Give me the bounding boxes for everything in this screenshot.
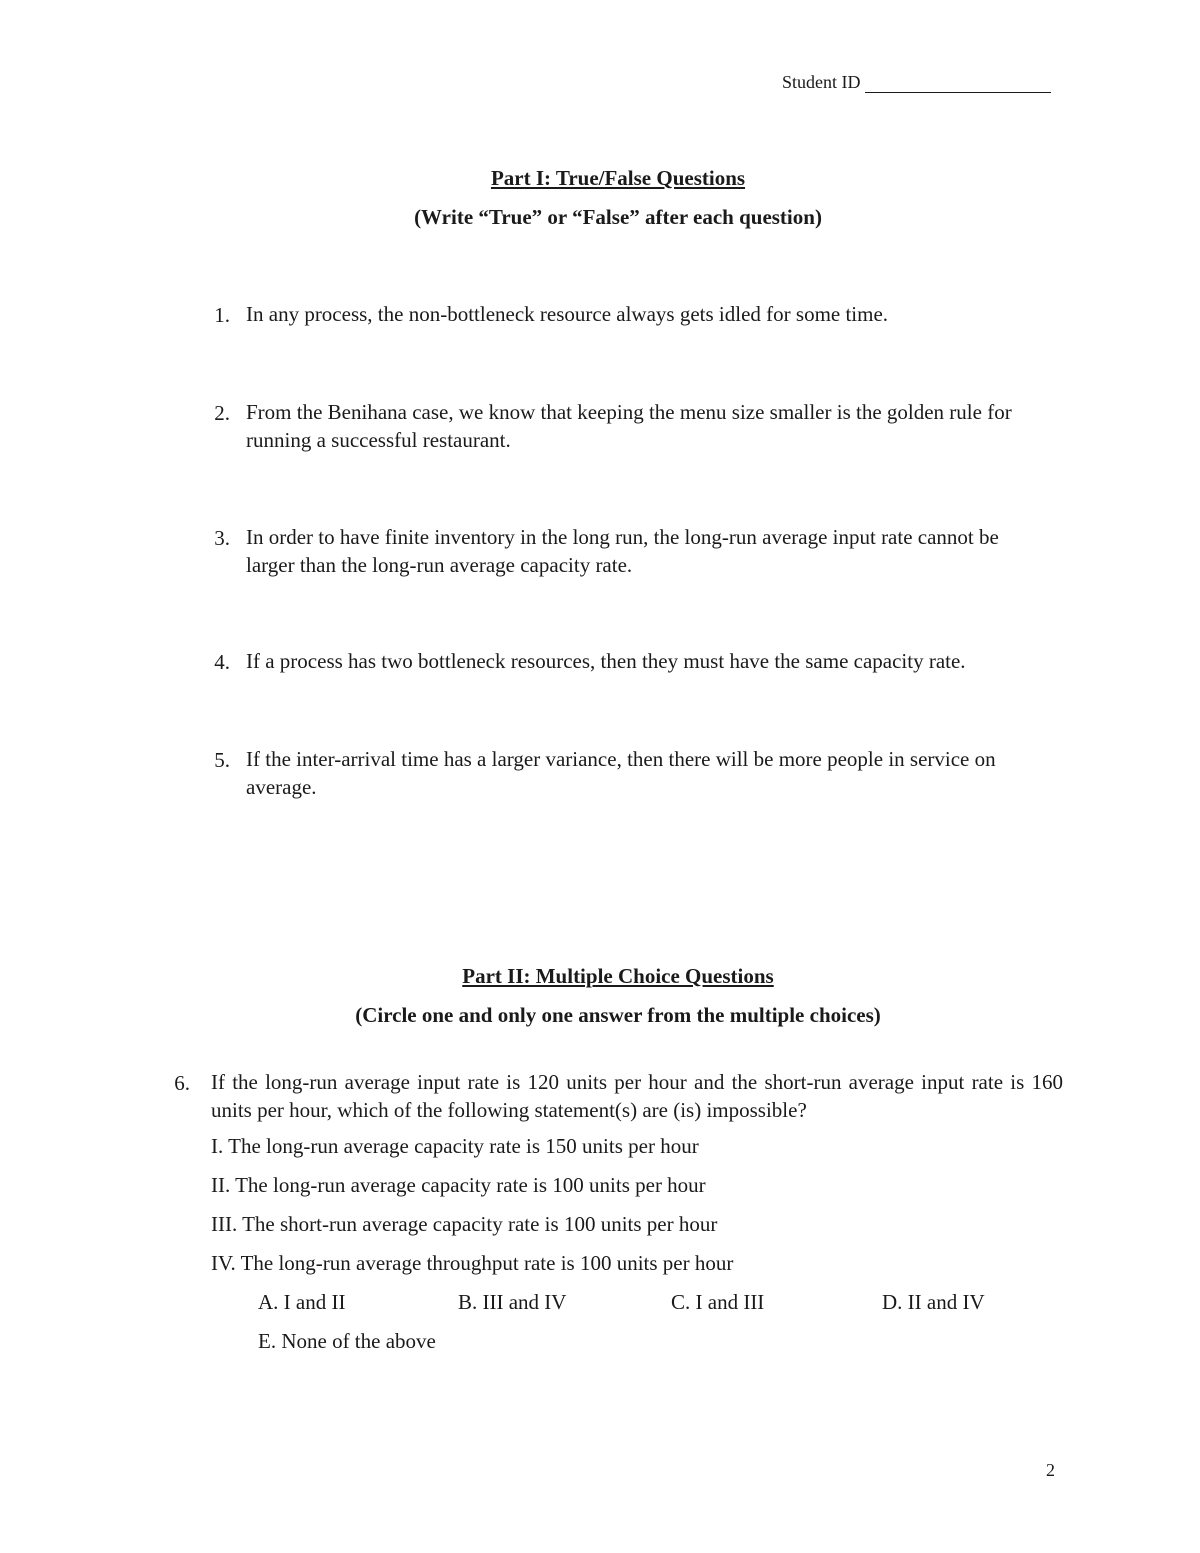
choice-e[interactable]: E. None of the above	[258, 1329, 436, 1353]
statement-iii: III. The short-run average capacity rate is 100 units per hour	[211, 1212, 718, 1236]
student-id-label: Student ID	[782, 72, 861, 92]
question-number: 5.	[214, 748, 230, 772]
choice-a[interactable]: A. I and II	[258, 1290, 346, 1314]
choice-b[interactable]: B. III and IV	[458, 1290, 567, 1314]
part2-title: Part II: Multiple Choice Questions	[462, 964, 774, 988]
statement-iv: IV. The long-run average throughput rate is 100 units per hour	[211, 1251, 734, 1275]
part2-instruction: (Circle one and only one answer from the multiple choices)	[355, 1003, 881, 1027]
question-text: In any process, the non-bottleneck resource always gets idled for some time.	[246, 302, 889, 326]
student-id-field	[782, 72, 1051, 93]
question-text: If the long-run average input rate is 120 units per hour and the short-run average input rate is 160 units per hour, which of the following statement(s) are (is) impossible?	[211, 1070, 1063, 1122]
question-number: 2.	[214, 401, 230, 425]
question-text: From the Benihana case, we know that keeping the menu size smaller is the golden rule for running a successful restaurant.	[246, 400, 1012, 452]
statement-i: I. The long-run average capacity rate is 150 units per hour	[211, 1134, 699, 1158]
question-number: 6.	[174, 1071, 190, 1095]
choice-d[interactable]: D. II and IV	[882, 1290, 985, 1314]
question-number: 1.	[214, 303, 230, 327]
question-text: If the inter-arrival time has a larger variance, then there will be more people in service on average.	[246, 747, 996, 799]
part1-title: Part I: True/False Questions	[490, 166, 746, 190]
question-text: In order to have finite inventory in the long run, the long-run average input rate cannot be larger than the long-run average capacity rate.	[246, 525, 999, 577]
question-text: If a process has two bottleneck resources, then they must have the same capacity rate.	[246, 649, 966, 673]
choice-c[interactable]: C. I and III	[671, 1290, 765, 1314]
question-number: 4.	[214, 650, 230, 674]
statement-ii: II. The long-run average capacity rate is 100 units per hour	[211, 1173, 706, 1197]
question-number: 3.	[214, 526, 230, 550]
part1-instruction: (Write “True” or “False” after each question)	[414, 205, 822, 229]
page-number: 2	[1046, 1460, 1055, 1480]
student-id-blank[interactable]	[865, 74, 1051, 93]
